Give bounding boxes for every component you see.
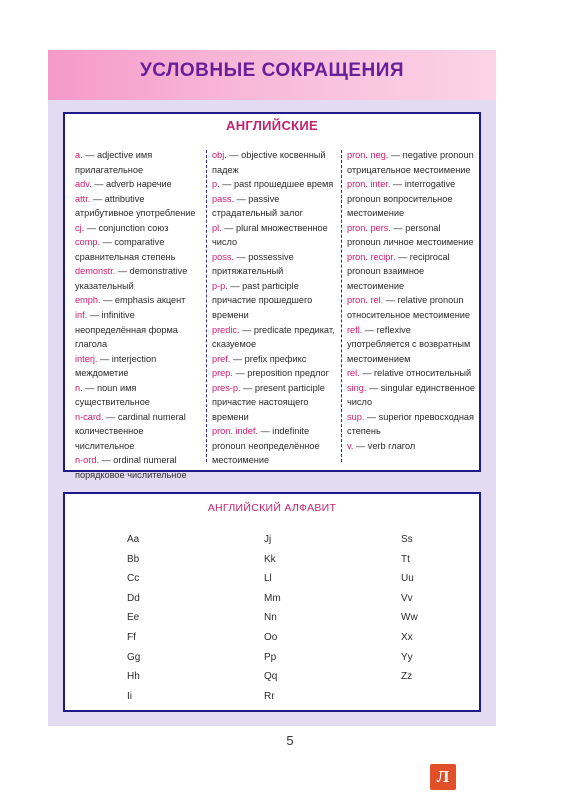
abbreviation-term: pron. neg. xyxy=(347,150,389,160)
abbreviation-definition: — adjective имя прилагательное xyxy=(75,150,153,175)
abbreviation-entry xyxy=(347,439,475,454)
abbreviation-definition: — personal pronoun личное местоимение xyxy=(347,222,474,248)
abbreviation-definition: — verb глагол xyxy=(353,440,416,451)
alphabet-column-1 xyxy=(127,530,140,706)
abbreviation-entry xyxy=(212,381,338,425)
alphabet-letter: Qq xyxy=(264,671,278,683)
abbreviation-entry xyxy=(75,148,205,177)
alphabet-letter: Gg xyxy=(127,651,141,663)
abbreviation-term: p. xyxy=(212,179,220,190)
alphabet-box xyxy=(63,492,481,712)
abbreviation-definition: — superior превосходная степень xyxy=(347,411,475,437)
abbreviation-term: pron. recipr. xyxy=(347,251,396,262)
abbreviation-term: pron. rel. xyxy=(347,295,384,306)
abbreviation-term: pass. xyxy=(212,193,234,204)
abbreviation-entry xyxy=(347,250,475,294)
alphabet-letter: Ss xyxy=(401,534,413,545)
alphabet-letter: Yy xyxy=(401,651,413,663)
abbreviation-definition: — objective косвенный падеж xyxy=(212,150,326,175)
column-divider xyxy=(341,150,342,462)
alphabet-letter: Ll xyxy=(264,573,272,585)
abbreviations-column-3 xyxy=(347,148,475,453)
abbreviation-definition: — reciprocal pronoun взаимное местоимение xyxy=(347,251,450,291)
abbreviation-entry xyxy=(347,177,475,221)
alphabet-letter: Ff xyxy=(127,631,136,643)
abbreviation-term: demonstr. xyxy=(75,266,116,277)
alphabet-column-2 xyxy=(264,530,281,706)
abbreviation-entry xyxy=(347,293,475,322)
abbreviation-entry xyxy=(212,323,338,352)
abbreviation-entry xyxy=(75,293,205,308)
abbreviation-entry xyxy=(75,264,205,293)
abbreviation-term: n-ord. xyxy=(75,455,100,466)
abbreviation-term: inf. xyxy=(75,310,88,321)
abbreviation-definition: — ordinal numeral порядковое числительное xyxy=(75,455,187,481)
alphabet-letter: Zz xyxy=(401,671,413,683)
alphabet-letter: Dd xyxy=(127,592,140,604)
abbreviations-column-2 xyxy=(212,148,338,468)
publisher-logo xyxy=(430,764,456,790)
abbreviation-entry xyxy=(212,366,338,381)
alphabet-letter: Pp xyxy=(264,651,277,663)
abbreviation-entry xyxy=(75,352,205,381)
page-title: УСЛОВНЫЕ СОКРАЩЕНИЯ xyxy=(139,60,405,81)
abbreviation-entry xyxy=(212,221,338,250)
abbreviation-entry xyxy=(75,308,205,352)
page-number: 5 xyxy=(286,733,294,748)
abbreviation-definition: — indefinite pronoun неопределённое местоимение xyxy=(212,426,320,466)
abbreviation-entry xyxy=(347,221,475,250)
alphabet-letter: Ii xyxy=(127,690,132,702)
alphabet-title: АНГЛИЙСКИЙ АЛФАВИТ xyxy=(207,502,337,514)
abbreviation-entry xyxy=(212,250,338,279)
alphabet-letter: Tt xyxy=(401,553,410,565)
abbreviation-term: p-p. xyxy=(212,280,228,291)
abbreviation-entry xyxy=(75,177,205,192)
abbreviation-definition: — infinitive неопределённая форма глагола xyxy=(75,310,178,350)
abbreviation-definition: — noun имя существительное xyxy=(75,382,150,408)
abbreviation-term: pron. inter. xyxy=(347,179,391,190)
abbreviation-definition: — interrogative pronoun вопросительное местоимение xyxy=(347,179,456,219)
abbreviation-definition: — singular единственное число xyxy=(347,382,475,408)
abbreviation-definition: — passive страдательный залог xyxy=(212,193,303,219)
abbreviation-definition: — preposition предлог xyxy=(232,368,330,379)
abbreviation-term: pron. pers. xyxy=(347,222,391,233)
abbreviation-entry xyxy=(75,221,205,236)
abbreviation-definition: — conjunction союз xyxy=(84,222,169,233)
alphabet-letter: Kk xyxy=(264,553,276,565)
abbreviation-term: poss. xyxy=(212,251,234,262)
abbreviation-term: a. xyxy=(75,150,83,160)
abbreviation-entry xyxy=(347,410,475,439)
abbreviation-term: obj. xyxy=(212,150,227,160)
abbreviation-term: v. xyxy=(347,440,354,451)
abbreviation-definition: — past прошедшее время xyxy=(219,179,334,190)
abbreviation-entry xyxy=(212,424,338,468)
abbreviation-definition: — negative pronoun отрицательное местоимение xyxy=(347,150,474,175)
alphabet-column-3 xyxy=(401,530,418,687)
abbreviation-definition: — prefix префикс xyxy=(230,353,307,364)
abbreviation-term: refl. xyxy=(347,324,363,335)
abbreviation-term: sing. xyxy=(347,382,367,393)
abbreviations-column-1 xyxy=(75,148,205,483)
abbreviation-entry xyxy=(75,410,205,454)
alphabet-letter: Jj xyxy=(264,534,272,545)
abbreviation-term: pron. indef. xyxy=(212,426,258,437)
abbreviation-entry xyxy=(212,177,338,192)
abbreviation-entry xyxy=(75,235,205,264)
abbreviation-term: n-card. xyxy=(75,411,104,422)
abbreviation-entry xyxy=(347,148,475,177)
abbreviation-definition: — reflexive употребляется с возвратным местоимением xyxy=(347,324,471,364)
alphabet-letter: Nn xyxy=(264,612,277,624)
abbreviation-entry xyxy=(75,192,205,221)
abbreviation-definition: — attributive атрибутивное употребление xyxy=(75,193,196,219)
abbreviation-definition: — possessive притяжательный xyxy=(212,251,294,277)
abbreviation-definition: — interjection междометие xyxy=(75,353,157,379)
abbreviation-definition: — demonstrative указательный xyxy=(75,266,188,291)
alphabet-letter: Ee xyxy=(127,612,140,624)
alphabet-letter: Bb xyxy=(127,553,140,565)
abbreviation-term: pl. xyxy=(212,222,222,233)
alphabet-letter: Rr xyxy=(264,690,275,702)
alphabet-letter: Uu xyxy=(401,573,414,585)
abbreviation-term: emph. xyxy=(75,295,101,306)
abbreviation-entry xyxy=(212,352,338,367)
abbreviation-definition: — plural множественное число xyxy=(212,222,328,248)
abbreviation-term: sup. xyxy=(347,411,365,422)
abbreviation-entry xyxy=(212,192,338,221)
logo-letter: Л xyxy=(436,767,450,786)
abbreviation-entry xyxy=(212,148,338,177)
alphabet-letter: Mm xyxy=(264,592,281,604)
abbreviation-entry xyxy=(347,323,475,367)
alphabet-letter: Hh xyxy=(127,671,140,683)
abbreviation-term: adv. xyxy=(75,179,92,190)
abbreviation-term: pres-p. xyxy=(212,382,241,393)
abbreviation-term: cj. xyxy=(75,222,85,233)
alphabet-letter: Vv xyxy=(401,592,413,604)
abbreviation-definition: — present participle причастие настоящего времени xyxy=(212,382,325,422)
alphabet-letter: Ww xyxy=(401,612,418,624)
alphabet-letter: Oo xyxy=(264,631,278,643)
abbreviation-entry xyxy=(212,279,338,323)
abbreviation-definition: — cardinal numeral количественное числительное xyxy=(75,411,186,451)
abbreviation-term: attr. xyxy=(75,193,91,204)
abbreviation-definition: — comparative сравнительная степень xyxy=(75,237,176,262)
abbreviation-definition: — relative pronoun относительное местоимение xyxy=(347,295,471,321)
abbreviation-definition: — relative относительный xyxy=(359,368,472,379)
abbreviation-entry xyxy=(347,366,475,381)
abbreviation-term: prep. xyxy=(212,368,233,379)
abbreviations-title: АНГЛИЙСКИЕ xyxy=(226,118,318,133)
abbreviation-definition: — predicate предикат, сказуемое xyxy=(212,324,335,350)
abbreviations-box xyxy=(63,112,481,481)
alphabet-letter: Aa xyxy=(127,534,140,545)
alphabet-letter: Xx xyxy=(401,631,413,643)
abbreviation-definition: — adverb наречие xyxy=(91,179,172,190)
abbreviation-entry xyxy=(347,381,475,410)
abbreviation-term: pref. xyxy=(212,353,231,364)
abbreviation-definition: — emphasis акцент xyxy=(100,295,186,306)
abbreviation-entry xyxy=(75,453,205,482)
column-divider xyxy=(206,150,207,462)
abbreviation-term: predic. xyxy=(212,324,240,335)
abbreviation-term: rel. xyxy=(347,368,360,379)
abbreviation-definition: — past participle причастие прошедшего времени xyxy=(212,280,313,321)
abbreviation-entry xyxy=(75,381,205,410)
abbreviation-term: comp. xyxy=(75,237,101,248)
alphabet-letter: Cc xyxy=(127,573,140,585)
abbreviation-term: n. xyxy=(75,382,83,393)
abbreviation-term: interj. xyxy=(75,353,98,364)
